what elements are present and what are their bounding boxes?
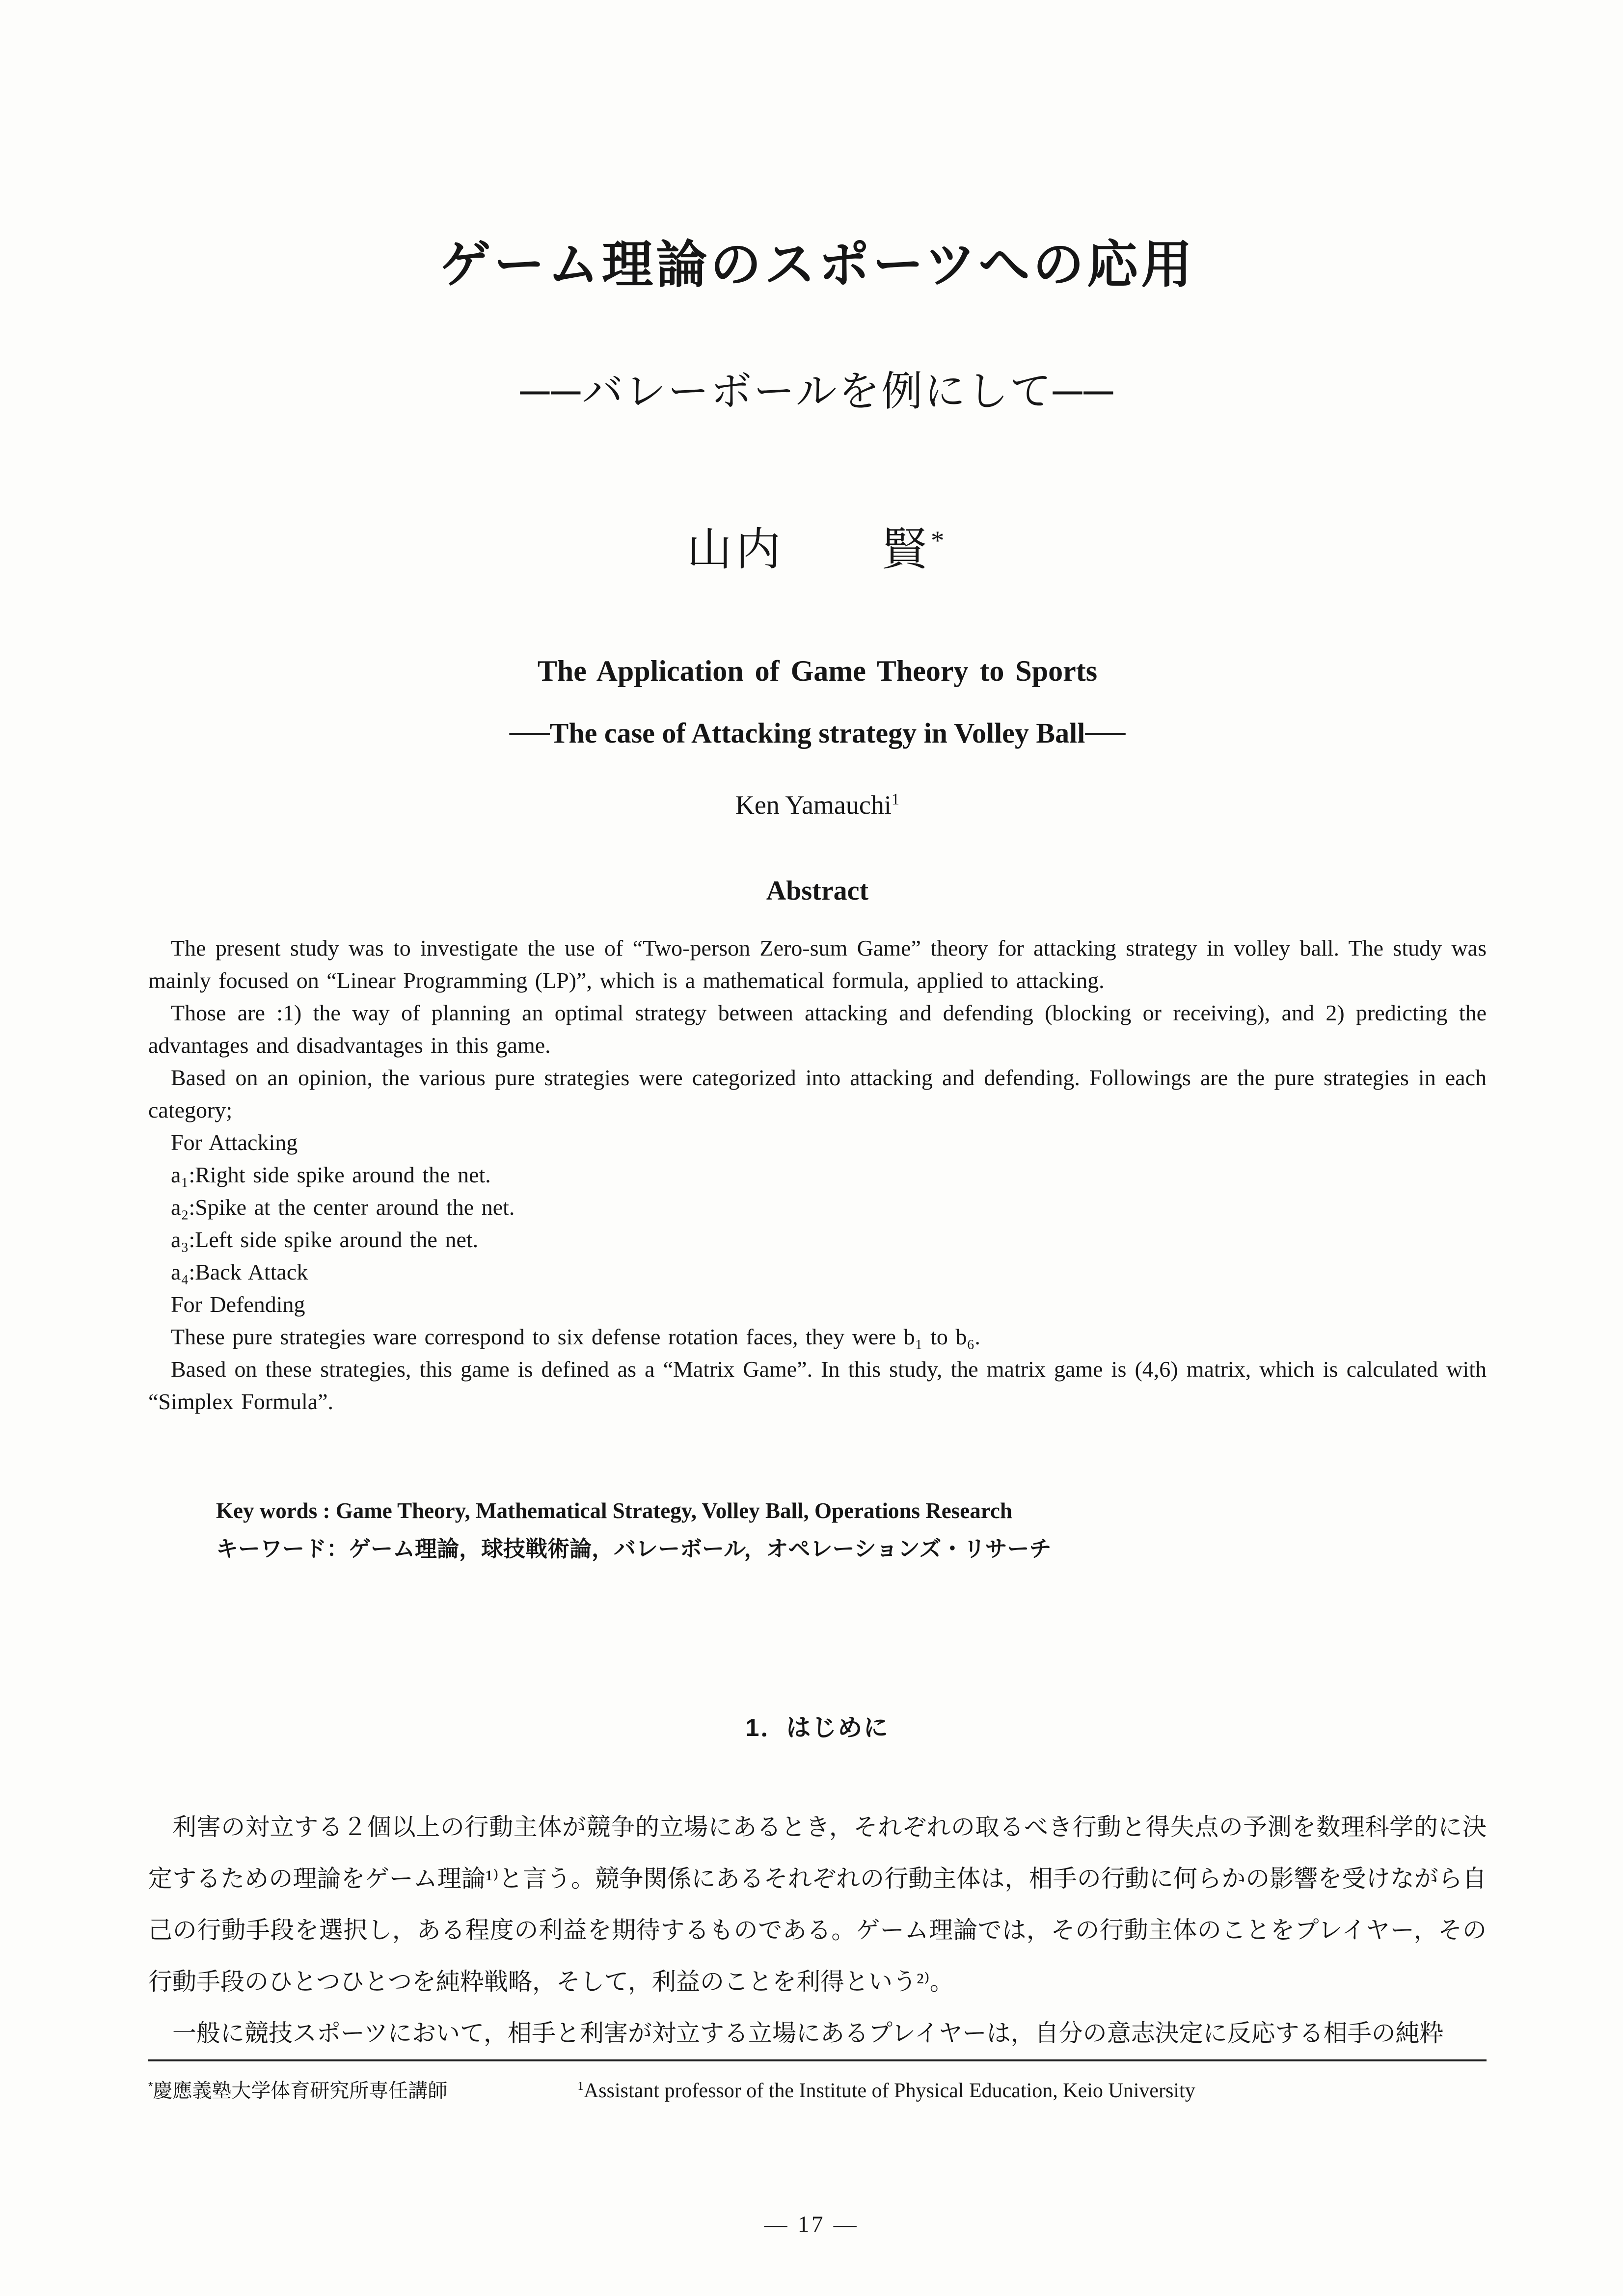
- abstract-paragraph: These pure strategies ware correspond to six defense rotation faces, they were b₁ to b₆.: [171, 1324, 980, 1349]
- subtitle-japanese: ──バレーボールを例にして──: [520, 369, 1115, 415]
- keywords-block: [148, 1492, 1487, 1568]
- title-english: The Application of Game Theory to Sports: [537, 655, 1098, 687]
- footnote-english: [577, 2079, 1195, 2103]
- abstract-paragraph: a₄:Back Attack: [171, 1259, 308, 1284]
- subtitle-english: ──The case of Attacking strategy in Volley Ball──: [509, 717, 1126, 749]
- abstract-body: [148, 932, 1487, 1418]
- keywords-japanese: キーワード：ゲーム理論，球技戦術論，バレーボール，オペレーションズ・リサーチ: [216, 1536, 1052, 1561]
- footnote-english-text: Assistant professor of the Institute of Physical Education, Keio University: [583, 2080, 1195, 2102]
- abstract-paragraph: For Attacking: [171, 1130, 298, 1155]
- paper-content: [148, 0, 1487, 2059]
- author-japanese: [148, 513, 1487, 578]
- abstract-heading: Abstract: [766, 876, 869, 906]
- title-japanese: ゲーム理論のスポーツへの応用: [439, 237, 1195, 294]
- author-english: [148, 790, 1487, 820]
- body-paragraph: 一般に競技スポーツにおいて，相手と利害が対立する立場にあるプレイヤーは，自分の意志決定に反応する相手の純粋: [172, 2020, 1444, 2047]
- abstract-paragraph: Those are :1) the way of planning an optimal strategy between attacking and defending (blocking or receiving), and 2) predicting the advantages and disadvantages in this game.: [148, 1000, 1487, 1058]
- abstract-paragraph: a₃:Left side spike around the net.: [171, 1227, 479, 1252]
- footnote-english-mark: 1: [577, 2080, 584, 2093]
- author-english-footnote-mark: 1: [891, 791, 900, 808]
- abstract-paragraph: For Defending: [171, 1292, 305, 1317]
- section-1-heading: 1．はじめに: [745, 1714, 890, 1741]
- author-japanese-footnote-mark: *: [930, 525, 948, 556]
- author-japanese-name: 山内 賢: [687, 525, 931, 575]
- abstract-paragraph: a₁:Right side spike around the net.: [171, 1162, 491, 1187]
- body-paragraph: 利害の対立する２個以上の行動主体が競争的立場にあるとき，それぞれの取るべき行動と得失点の予測を数理科学的に決定するための理論をゲーム理論¹⁾と言う。競争関係にあるそれぞれの行動主体は，相手の行動に何らかの影響を受けながら自己の行動手段を選択し，ある程度の利益を期待するものである。ゲーム理論では，その行動主体のことをプレイヤー，その行動手段のひとつひとつを純粋戦略，そして，利益のことを利得という²⁾。: [148, 1814, 1487, 1995]
- author-english-name: Ken Yamauchi: [735, 790, 892, 820]
- footnote-japanese-mark: *: [148, 2080, 153, 2093]
- keywords-english: Key words : Game Theory, Mathematical Strategy, Volley Ball, Operations Research: [216, 1498, 1012, 1523]
- page-number: — 17 —: [764, 2212, 859, 2237]
- footnote-block: [148, 2059, 1487, 2103]
- abstract-paragraph: Based on these strategies, this game is defined as a “Matrix Game”. In this study, the matrix game is (4,6) matrix, which is calculated with “Simplex Formula”.: [148, 1357, 1487, 1414]
- introduction-body: [148, 1801, 1487, 2059]
- abstract-paragraph: a₂:Spike at the center around the net.: [171, 1195, 515, 1220]
- footnote-japanese-text: 慶應義塾大学体育研究所専任講師: [153, 2080, 448, 2102]
- abstract-paragraph: Based on an opinion, the various pure strategies were categorized into attacking and defending. Followings are the pure strategies in each category;: [148, 1065, 1487, 1122]
- footnote-japanese: [148, 2075, 447, 2103]
- abstract-paragraph: The present study was to investigate the use of “Two-person Zero-sum Game” theory for attacking strategy in volley ball. The study was mainly focused on “Linear Programming (LP)”, which is a mathematical formula, applied to attacking.: [148, 935, 1487, 993]
